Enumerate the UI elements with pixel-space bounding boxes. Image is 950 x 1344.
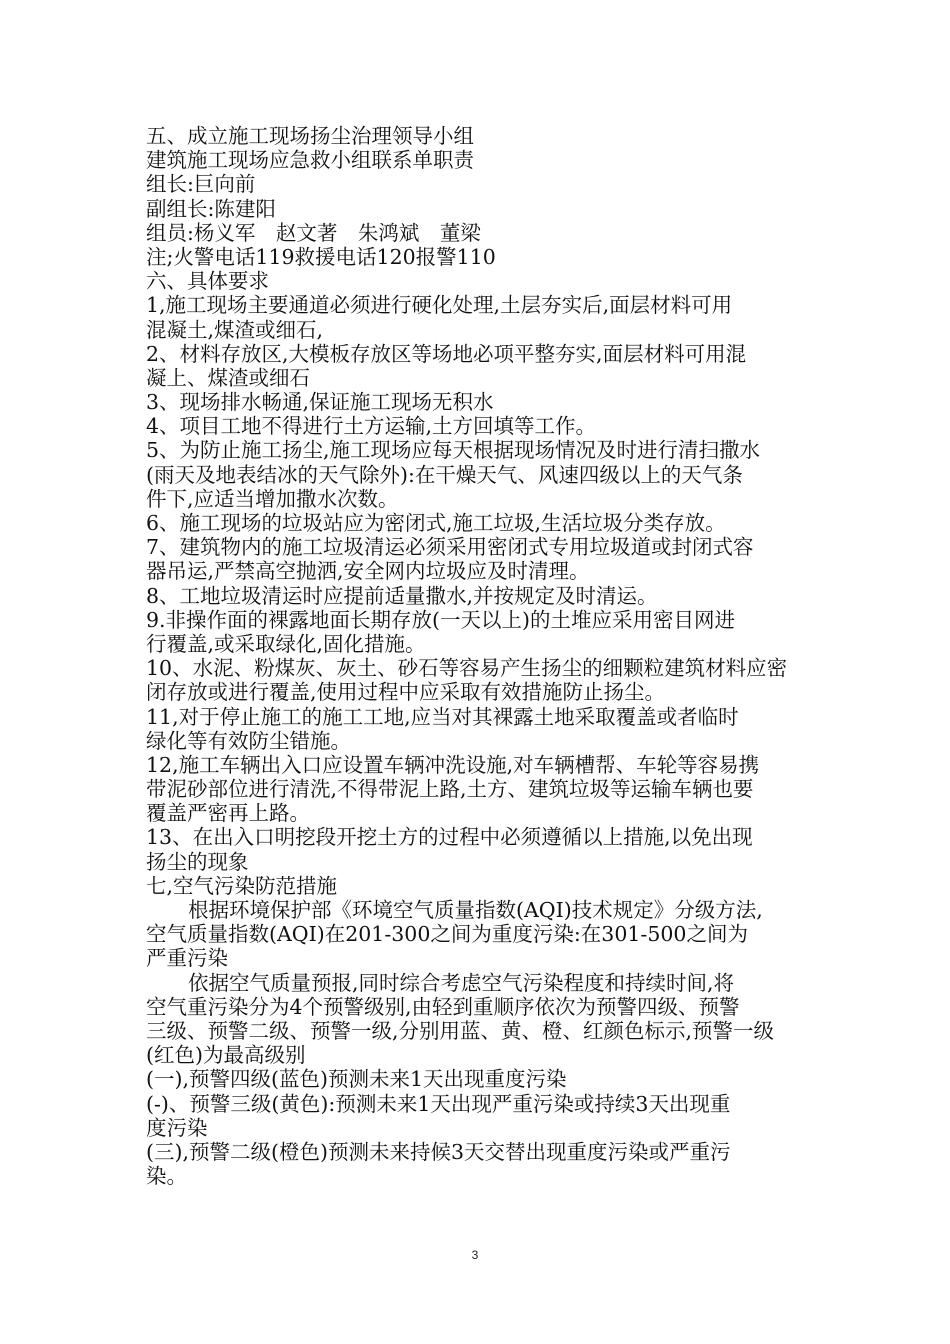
text-line: 12,施工车辆出入口应设置车辆冲洗设施,对车辆槽帮、车轮等容易携 xyxy=(146,752,760,777)
text-line: 11,对于停止施工的施工工地,应当对其裸露土地采取覆盖或者临时 xyxy=(146,704,739,729)
text-line: 空气质量指数(AQI)在201-300之间为重度污染:在301-500之间为 xyxy=(146,922,748,947)
text-line: 覆盖严密再上路。 xyxy=(146,801,310,826)
text-line: 5、为防止施工扬尘,施工现场应每天根据现场情况及时进行清扫撒水 xyxy=(146,438,761,463)
text-line: 空气重污染分为4个预警级别,由轻到重顺序依次为预警四级、预警 xyxy=(146,994,740,1019)
text-line: 7、建筑物内的施工垃圾清运必须采用密闭式专用垃圾道或封闭式容 xyxy=(146,535,754,560)
text-line: 带泥砂部位进行清洗,不得带泥上路,土方、建筑垃圾等运输车辆也要 xyxy=(146,777,754,802)
text-line: 依据空气质量预报,同时综合考虑空气污染程度和持续时间,将 xyxy=(188,970,735,995)
text-line: 七,空气污染防范措施 xyxy=(146,873,338,898)
text-line: 9.非操作面的裸露地面长期存放(一天以上)的土堆应采用密目网进 xyxy=(146,607,736,632)
text-line: 扬尘的现象 xyxy=(146,849,249,874)
text-line: 组员:杨义军 赵文著 朱鸿斌 董梁 xyxy=(146,220,481,245)
text-line: 建筑施工现场应急救小组联系单职责 xyxy=(146,148,474,173)
text-line: 六、具体要求 xyxy=(146,269,269,294)
text-line: (一),预警四级(蓝色)预测未来1天出现重度污染 xyxy=(146,1067,567,1092)
page-number: 3 xyxy=(471,1248,479,1262)
text-line: 闭存放或进行覆盖,使用过程中应采取有效措施防止扬尘。 xyxy=(146,680,666,705)
document-body xyxy=(146,124,806,1188)
text-line: 三级、预警二级、预警一级,分别用蓝、黄、橙、红颜色标示,预警一级 xyxy=(146,1018,775,1043)
text-line: (-)、预警三级(黄色):预测未来1天出现严重污染或持续3天出现重 xyxy=(146,1091,731,1116)
text-line: 8、工地垃圾清运时应提前适量撒水,并按规定及时清运。 xyxy=(146,583,658,608)
text-line: (三),预警二级(橙色)预测未来持候3天交替出现重度污染或严重污 xyxy=(146,1139,731,1164)
text-line: 染。 xyxy=(146,1164,187,1189)
text-line: 注;火警电话119救援电话120报警110 xyxy=(146,244,496,269)
text-line: 器吊运,严禁高空抛洒,安全网内垃圾应及时清理。 xyxy=(146,559,590,584)
text-line: 6、施工现场的垃圾站应为密闭式,施工垃圾,生活垃圾分类存放。 xyxy=(146,511,726,535)
text-line: 根据环境保护部《环境空气质量指数(AQI)技术规定》分级方法, xyxy=(188,898,763,922)
text-line: 2、材料存放区,大模板存放区等场地必项平整夯实,面层材料可用混 xyxy=(146,341,747,366)
text-line: 行覆盖,或采取绿化,固化措施。 xyxy=(146,631,426,656)
text-line: 10、水泥、粉煤灰、灰土、砂石等容易产生扬尘的细颗粒建筑材料应密 xyxy=(146,656,788,681)
text-line: 严重污染 xyxy=(146,946,228,971)
text-line: 1,施工现场主要通道必须进行硬化处理,土层夯实后,面层材料可用 xyxy=(146,293,733,318)
text-line: 五、成立施工现场扬尘治理领导小组 xyxy=(146,124,474,148)
text-line: 副组长:陈建阳 xyxy=(146,196,276,221)
text-line: 混凝土,煤渣或细石, xyxy=(146,317,324,342)
text-line: 件下,应适当增加撒水次数。 xyxy=(146,486,399,511)
text-line: 组长:巨向前 xyxy=(146,172,256,197)
text-line: 度污染 xyxy=(146,1115,208,1140)
text-line: 绿化等有效防尘错施。 xyxy=(146,728,351,753)
text-line: (红色)为最高级别 xyxy=(146,1043,306,1068)
text-line: 4、项目工地不得进行土方运输,土方回填等工作。 xyxy=(146,414,597,439)
text-line: 13、在出入口明挖段开挖土方的过程中必须遵循以上措施,以免出现 xyxy=(146,825,753,850)
text-line: (雨天及地表结冰的天气除外):在干燥天气、风速四级以上的天气条 xyxy=(146,462,743,487)
text-line: 凝上、煤渣或细石 xyxy=(146,365,310,390)
text-line: 3、现场排水畅通,保证施工现场无积水 xyxy=(146,390,494,415)
